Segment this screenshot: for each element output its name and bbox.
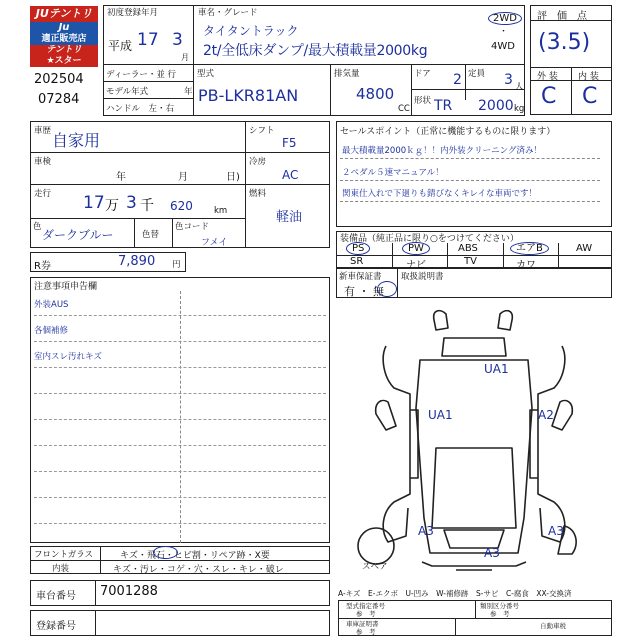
glass-label: フロントガラス (34, 550, 93, 560)
exterior-grade: C (541, 84, 557, 109)
exterior-label: 外 装 (537, 72, 558, 82)
equip-abs: ABS (458, 243, 478, 254)
damage-mark-roof: UA1 (484, 362, 509, 376)
model-year-label: モデル年式 (106, 87, 149, 97)
shape-value: TR (434, 98, 453, 114)
mileage-sen: 3 (126, 193, 137, 213)
note-item-2: 各個補修 (34, 326, 69, 336)
brand-logo-ju: Ju (30, 22, 98, 34)
displacement-unit: CC (398, 104, 410, 114)
model-year-unit: 年 (184, 87, 193, 97)
mileage-label: 走行 (34, 189, 52, 199)
capacity-value: 3 (504, 72, 513, 88)
notes-rule (34, 419, 326, 420)
aircon-value: AC (282, 168, 299, 182)
handle-label: ハンドル 左・右 (106, 104, 175, 114)
equipment-label: 装備品（純正品に限り○をつけてください） (340, 234, 519, 244)
damage-mark-left: UA1 (428, 408, 453, 422)
reg-date-label: 初度登録年月 (107, 8, 159, 18)
capacity-label: 定員 (468, 69, 486, 79)
notes-rule (34, 341, 326, 342)
category-ref: 参 考 (490, 610, 510, 618)
garage-cert-ref: 参 考 (356, 628, 376, 636)
drive-dot: ・ (499, 27, 509, 37)
notes-rule (34, 445, 326, 446)
registration-label: 登録番号 (36, 621, 76, 632)
lot-id-top: 202504 (34, 72, 84, 87)
shift-value: F5 (282, 136, 297, 150)
interior-label: 内 装 (578, 72, 599, 82)
mileage-man: 17 (83, 193, 105, 213)
damage-mark-front: A3 (484, 546, 500, 560)
chassis-label: 車台番号 (36, 591, 76, 602)
ticket-label: R券 (34, 261, 51, 272)
aircon-label: 冷房 (249, 157, 267, 167)
model-label: 型式 (197, 69, 215, 79)
interior-row-value: キズ・汚レ・コゲ・穴・スレ・キレ・破レ (113, 565, 284, 575)
equipment-row-2 (340, 256, 610, 271)
interior-row-label: 内装 (52, 564, 70, 574)
mileage-man-unit: 万 (105, 198, 119, 214)
auto-tax-label: 自動車税 (540, 622, 566, 630)
color-value: ダークブルー (42, 228, 114, 242)
equip-aw: AW (576, 243, 593, 254)
warranty-value: 有 ・ 無 (344, 285, 384, 298)
sales-label: セールスポイント（正常に機能するものに限ります） (340, 127, 556, 137)
equip-sr: SR (350, 256, 364, 267)
model-designation-ref: 参 考 (356, 610, 376, 618)
equip-leather: カワ (516, 260, 536, 271)
notes-label: 注意事項申告欄 (34, 282, 98, 292)
payload-value: 2000 (478, 98, 514, 114)
score-label: 評 価 点 (537, 11, 587, 22)
drive-4wd: 4WD (491, 41, 515, 52)
repaint-label: 色替 (142, 230, 160, 240)
sales-point-3: 関東仕入れで下廻りも錆びなくキレイな車両です！ (342, 189, 537, 199)
notes-rule (34, 497, 326, 498)
door-label: ドア (414, 69, 431, 79)
equip-ps: PS (346, 242, 370, 255)
ticket-value: 7,890 (118, 254, 156, 269)
damage-mark-right: A2 (538, 408, 554, 422)
fuel-label: 燃料 (249, 189, 267, 199)
ticket-box (30, 252, 186, 272)
note-item-3: 室内スレ汚れキズ (34, 352, 102, 362)
usage-label: 車歴 (34, 126, 52, 136)
sales-point-1: 最大積載量2000ｋｇ！！内外装クリーニング済み！ (342, 146, 542, 156)
reg-era: 平成 (108, 39, 133, 53)
interior-grade: C (582, 84, 598, 109)
capacity-unit: 人 (515, 82, 524, 92)
warranty-none-circle (377, 281, 397, 297)
category-label: 類別区分番号 (480, 602, 519, 610)
mileage-unit: km (214, 206, 228, 216)
fuel-value: 軽油 (276, 210, 303, 225)
garage-cert-label: 車庫証明書 (346, 620, 379, 628)
inspection-month-unit: 月 (178, 172, 188, 183)
displacement-value: 4800 (356, 85, 395, 103)
car-name: タイタントラック (203, 24, 299, 38)
damage-mark-front-left: A3 (418, 524, 434, 538)
damage-legend: A-キズ E-エクボ U-凹み W-補修跡 S-サビ C-腐食 XX-交換済 (338, 589, 572, 598)
drive-2wd: 2WD (488, 12, 522, 25)
spare-label: スペア (362, 562, 388, 572)
color-code-value: フメイ (201, 238, 228, 248)
brand-logo-tentori: テントリ (30, 45, 98, 56)
equip-pw: PW (402, 242, 430, 255)
chassis-value: 7001288 (100, 584, 158, 599)
equip-tv: TV (464, 256, 477, 267)
model-designation-label: 型式指定番号 (346, 602, 385, 610)
vehicle-diagram (336, 298, 612, 582)
inspection-day-unit: 日) (226, 172, 240, 183)
note-item-1: 外装AUS (34, 300, 69, 310)
lot-id-bottom: 07284 (38, 92, 80, 107)
car-grade: 2t/全低床ダンプ/最大積載量2000kg (203, 43, 428, 59)
car-name-label: 車名・グレード (198, 8, 258, 18)
equip-navi: ナビ (406, 260, 426, 271)
reg-year: 17 (137, 30, 159, 50)
notes-rule (34, 367, 326, 368)
inspection-year-unit: 年 (116, 172, 126, 183)
shape-label: 形状 (414, 96, 432, 106)
brand-logo-star: ★スター (30, 56, 98, 67)
score-value: (3.5) (538, 30, 591, 55)
damage-mark-front-right: A3 (548, 524, 564, 538)
equipment-row-1 (340, 243, 610, 255)
color-label: 色 (33, 222, 42, 232)
dealer-label: ディーラー・並 行 (106, 70, 177, 80)
notes-rule (34, 471, 326, 472)
mileage-sen-unit: 千 (140, 198, 154, 214)
notes-rule (34, 523, 326, 524)
color-code-label: 色コード (175, 222, 210, 232)
ticket-unit: 円 (172, 260, 181, 270)
reg-month-unit: 月 (181, 53, 189, 62)
brand-logo-dealer: 適正販売店 (30, 34, 98, 45)
model-code: PB-LKR81AN (198, 86, 299, 105)
notes-rule (34, 315, 326, 316)
displacement-label: 排気量 (334, 69, 360, 79)
brand-logo-top: JUテントリ (30, 6, 98, 22)
notes-rule (34, 393, 326, 394)
manual-label: 取扱説明書 (401, 272, 444, 282)
shift-label: シフト (249, 126, 275, 136)
sales-point-2: ２ペダル５速マニュアル！ (342, 168, 444, 178)
mileage-rest: 620 (170, 199, 193, 213)
warranty-label: 新車保証書 (339, 272, 382, 282)
equip-airbag: エアB (510, 242, 549, 255)
glass-value: キズ・飛石・ヒビ割・リペア跡・X要 (120, 551, 270, 561)
usage-value: 自家用 (52, 131, 101, 150)
reg-month: 3 (172, 30, 183, 50)
door-value: 2 (453, 72, 462, 88)
inspection-label: 車検 (34, 157, 52, 167)
payload-unit: kg (514, 104, 525, 114)
glass-chip-circle (153, 546, 178, 559)
